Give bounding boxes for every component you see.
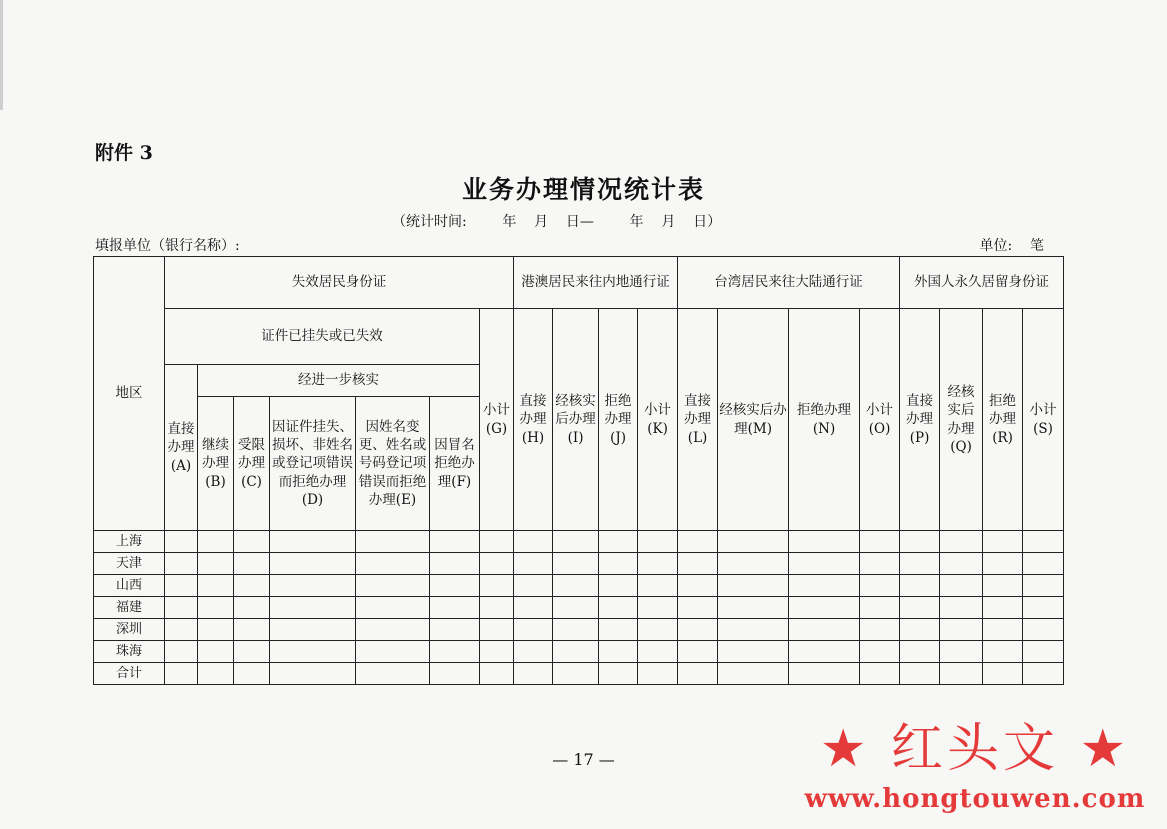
col-o-header: 小计(O) [860, 309, 900, 531]
data-cell[interactable] [638, 619, 678, 641]
data-cell[interactable] [165, 553, 198, 575]
data-cell[interactable] [678, 553, 718, 575]
data-cell[interactable] [480, 641, 514, 663]
data-cell[interactable] [860, 619, 900, 641]
table-row [94, 619, 1064, 641]
data-cell[interactable] [198, 663, 234, 685]
data-cell[interactable] [198, 619, 234, 641]
attachment-label: 附件 3 [95, 142, 153, 164]
data-cell[interactable] [599, 663, 638, 685]
data-cell[interactable] [718, 575, 789, 597]
col-j-header: 拒绝办理(J) [599, 309, 638, 531]
data-cell[interactable] [234, 663, 270, 685]
scan-edge [0, 0, 3, 110]
data-cell[interactable] [480, 663, 514, 685]
data-cell[interactable] [234, 619, 270, 641]
col-l-header: 直接办理(L) [678, 309, 718, 531]
data-cell[interactable] [514, 619, 553, 641]
data-cell[interactable] [718, 597, 789, 619]
data-cell[interactable] [480, 531, 514, 553]
data-cell[interactable] [356, 663, 430, 685]
table-row [94, 641, 1064, 663]
data-cell[interactable] [198, 553, 234, 575]
data-cell[interactable] [356, 575, 430, 597]
data-cell[interactable] [718, 553, 789, 575]
data-cell[interactable] [553, 619, 599, 641]
data-cell[interactable] [940, 641, 983, 663]
data-cell[interactable] [900, 575, 940, 597]
data-cell[interactable] [234, 597, 270, 619]
data-cell[interactable] [356, 641, 430, 663]
data-cell[interactable] [718, 531, 789, 553]
statistics-period: （统计时间: 年 月 日— 年 月 日） [392, 214, 722, 230]
reporting-unit-label: 填报单位（银行名称）: [95, 238, 240, 254]
data-cell[interactable] [983, 619, 1023, 641]
table-row [94, 553, 1064, 575]
data-cell[interactable] [430, 663, 480, 685]
data-cell[interactable] [789, 553, 860, 575]
data-cell[interactable] [430, 531, 480, 553]
col-i-header: 经核实后办理(I) [553, 309, 599, 531]
region-label: 天津 [94, 553, 165, 575]
data-cell[interactable] [789, 619, 860, 641]
data-cell[interactable] [1023, 597, 1064, 619]
table-row [94, 575, 1064, 597]
unit-label: 单位: 笔 [979, 238, 1044, 254]
data-cell[interactable] [638, 575, 678, 597]
data-cell[interactable] [165, 641, 198, 663]
region-label: 合计 [94, 663, 165, 685]
col-c-header: 受限办理(C) [234, 397, 270, 531]
data-cell[interactable] [270, 575, 356, 597]
data-cell[interactable] [270, 553, 356, 575]
data-cell[interactable] [900, 597, 940, 619]
data-cell[interactable] [430, 619, 480, 641]
data-cell[interactable] [718, 663, 789, 685]
data-cell[interactable] [356, 553, 430, 575]
data-cell[interactable] [900, 531, 940, 553]
data-cell[interactable] [356, 597, 430, 619]
data-cell[interactable] [234, 531, 270, 553]
group-foreigner-permanent-id-header: 外国人永久居留身份证 [900, 257, 1064, 309]
data-cell[interactable] [940, 553, 983, 575]
data-cell[interactable] [940, 619, 983, 641]
statistics-table [93, 256, 1064, 685]
data-cell[interactable] [356, 531, 430, 553]
further-verified-header: 经进一步核实 [198, 365, 480, 397]
col-b-header: 继续办理(B) [198, 397, 234, 531]
col-h-header: 直接办理(H) [514, 309, 553, 531]
data-cell[interactable] [599, 531, 638, 553]
data-cell[interactable] [983, 531, 1023, 553]
data-cell[interactable] [638, 531, 678, 553]
region-label: 深圳 [94, 619, 165, 641]
watermark [790, 706, 1160, 826]
region-label: 山西 [94, 575, 165, 597]
data-cell[interactable] [940, 663, 983, 685]
data-cell[interactable] [860, 641, 900, 663]
data-cell[interactable] [678, 663, 718, 685]
data-cell[interactable] [553, 575, 599, 597]
region-header: 地区 [94, 257, 165, 531]
data-cell[interactable] [860, 575, 900, 597]
data-cell[interactable] [514, 553, 553, 575]
data-cell[interactable] [718, 619, 789, 641]
table-row [94, 663, 1064, 685]
data-cell[interactable] [860, 531, 900, 553]
data-cell[interactable] [430, 575, 480, 597]
data-cell[interactable] [983, 575, 1023, 597]
data-cell[interactable] [789, 575, 860, 597]
data-cell[interactable] [514, 597, 553, 619]
data-cell[interactable] [234, 641, 270, 663]
data-cell[interactable] [983, 553, 1023, 575]
data-cell[interactable] [553, 641, 599, 663]
data-cell[interactable] [553, 597, 599, 619]
group-invalid-id-header: 失效居民身份证 [165, 257, 514, 309]
col-k-header: 小计(K) [638, 309, 678, 531]
col-e-header: 因姓名变更、姓名或号码登记项错误而拒绝办理(E) [356, 397, 430, 531]
data-cell[interactable] [165, 575, 198, 597]
data-cell[interactable] [430, 553, 480, 575]
data-cell[interactable] [270, 641, 356, 663]
col-n-header: 拒绝办理(N) [789, 309, 860, 531]
data-cell[interactable] [900, 663, 940, 685]
data-cell[interactable] [514, 575, 553, 597]
region-label: 珠海 [94, 641, 165, 663]
page-number: — 17 — [552, 750, 615, 769]
col-g-header: 小计(G) [480, 309, 514, 531]
data-cell[interactable] [678, 619, 718, 641]
data-cell[interactable] [940, 597, 983, 619]
data-cell[interactable] [900, 619, 940, 641]
data-cell[interactable] [678, 575, 718, 597]
data-cell[interactable] [789, 597, 860, 619]
data-cell[interactable] [599, 619, 638, 641]
col-a-header: 直接办理(A) [165, 365, 198, 531]
document-title: 业务办理情况统计表 [461, 175, 705, 204]
data-cell[interactable] [1023, 531, 1064, 553]
lost-or-invalid-header: 证件已挂失或已失效 [165, 309, 480, 365]
data-cell[interactable] [860, 553, 900, 575]
watermark-text: ★ 红头文 ★ [819, 719, 1131, 779]
data-cell[interactable] [480, 597, 514, 619]
col-s-header: 小计(S) [1023, 309, 1064, 531]
data-cell[interactable] [638, 641, 678, 663]
group-taiwan-permit-header: 台湾居民来往大陆通行证 [678, 257, 900, 309]
data-cell[interactable] [900, 553, 940, 575]
data-cell[interactable] [514, 663, 553, 685]
group-hk-macao-permit-header: 港澳居民来往内地通行证 [514, 257, 678, 309]
region-label: 上海 [94, 531, 165, 553]
data-cell[interactable] [599, 553, 638, 575]
data-cell[interactable] [860, 597, 900, 619]
data-cell[interactable] [1023, 575, 1064, 597]
data-cell[interactable] [1023, 663, 1064, 685]
data-cell[interactable] [789, 663, 860, 685]
col-q-header: 经核实后办理(Q) [940, 309, 983, 531]
data-cell[interactable] [480, 553, 514, 575]
data-cell[interactable] [480, 575, 514, 597]
region-label: 福建 [94, 597, 165, 619]
data-cell[interactable] [1023, 619, 1064, 641]
data-cell[interactable] [599, 597, 638, 619]
data-cell[interactable] [198, 531, 234, 553]
data-cell[interactable] [638, 663, 678, 685]
data-cell[interactable] [165, 663, 198, 685]
data-cell[interactable] [165, 597, 198, 619]
col-d-header: 因证件挂失、损坏、非姓名或登记项错误而拒绝办理 (D) [270, 397, 356, 531]
data-cell[interactable] [900, 641, 940, 663]
col-p-header: 直接办理(P) [900, 309, 940, 531]
data-cell[interactable] [678, 531, 718, 553]
data-cell[interactable] [983, 663, 1023, 685]
data-cell[interactable] [860, 663, 900, 685]
data-cell[interactable] [638, 553, 678, 575]
col-m-header: 经核实后办理(M) [718, 309, 789, 531]
data-cell[interactable] [270, 663, 356, 685]
data-cell[interactable] [480, 619, 514, 641]
data-cell[interactable] [198, 641, 234, 663]
data-cell[interactable] [789, 641, 860, 663]
data-cell[interactable] [514, 531, 553, 553]
data-cell[interactable] [983, 641, 1023, 663]
data-cell[interactable] [553, 553, 599, 575]
data-cell[interactable] [940, 575, 983, 597]
table-row [94, 531, 1064, 553]
data-cell[interactable] [356, 619, 430, 641]
data-cell[interactable] [165, 531, 198, 553]
data-cell[interactable] [165, 619, 198, 641]
data-cell[interactable] [718, 641, 789, 663]
data-cell[interactable] [270, 619, 356, 641]
data-cell[interactable] [234, 553, 270, 575]
data-cell[interactable] [270, 597, 356, 619]
data-cell[interactable] [198, 575, 234, 597]
data-cell[interactable] [430, 597, 480, 619]
data-cell[interactable] [599, 641, 638, 663]
data-cell[interactable] [430, 641, 480, 663]
data-cell[interactable] [514, 641, 553, 663]
watermark-url: www.hongtouwen.com [804, 784, 1146, 814]
data-cell[interactable] [553, 531, 599, 553]
data-cell[interactable] [198, 597, 234, 619]
data-cell[interactable] [1023, 641, 1064, 663]
data-cell[interactable] [983, 597, 1023, 619]
data-cell[interactable] [789, 531, 860, 553]
data-cell[interactable] [1023, 553, 1064, 575]
table-row [94, 597, 1064, 619]
col-f-header: 因冒名拒绝办理(F) [430, 397, 480, 531]
data-cell[interactable] [940, 531, 983, 553]
data-cell[interactable] [270, 531, 356, 553]
col-r-header: 拒绝办理(R) [983, 309, 1023, 531]
data-cell[interactable] [234, 575, 270, 597]
data-cell[interactable] [678, 641, 718, 663]
data-cell[interactable] [678, 597, 718, 619]
data-cell[interactable] [638, 597, 678, 619]
data-cell[interactable] [553, 663, 599, 685]
data-cell[interactable] [599, 575, 638, 597]
